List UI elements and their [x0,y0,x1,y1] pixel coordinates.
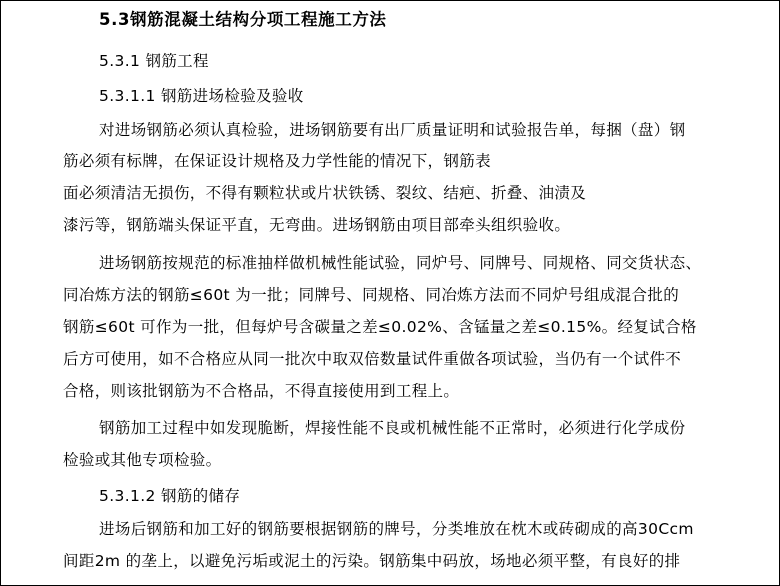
paragraph-line: 对进场钢筋必须认真检验，进场钢筋要有出厂质量证明和试验报告单，每捆（盘）钢 [99,121,686,139]
paragraph-line: 进场钢筋按规范的标准抽样做机械性能试验，同炉号、同牌号、同规格、同交货状态、 [99,254,702,272]
subsection-title: 5.3.1 钢筋工程 [99,52,209,70]
paragraph-line: 检验或其他专项检验。 [63,451,222,469]
paragraph-line: 后方可使用，如不合格应从同一批次中取双倍数量试件重做各项试验，当仍有一个试件不 [63,350,682,368]
sub-subsection-title: 5.3.1.2 钢筋的储存 [99,487,241,505]
paragraph-line: 钢筋≤60t 可作为一批，但每炉号含碳量之差≤0.02%、含锰量之差≤0.15%。经复试合格 [63,318,697,336]
paragraph-line: 漆污等，钢筋端头保证平直，无弯曲。进场钢筋由项目部牵头组织验收。 [63,216,571,234]
paragraph-line: 合格，则该批钢筋为不合格品，不得直接使用到工程上。 [63,382,460,400]
section-title: 5.3钢筋混凝土结构分项工程施工方法 [99,10,387,29]
paragraph-line: 面必须清洁无损伤，不得有颗粒状或片状铁锈、裂纹、结疤、折叠、油渍及 [63,184,587,202]
sub-subsection-title: 5.3.1.1 钢筋进场检验及验收 [99,87,304,105]
paragraph-line: 筋必须有标牌，在保证设计规格及力学性能的情况下，钢筋表 [63,152,491,170]
paragraph-line: 间距2m 的垄上，以避免污垢或泥土的污染。钢筋集中码放，场地必须平整，有良好的排 [63,552,681,570]
paragraph-line: 同冶炼方法的钢筋≤60t 为一批；同牌号、同规格、同冶炼方法而不同炉号组成混合批的 [63,286,680,304]
paragraph-line: 进场后钢筋和加工好的钢筋要根据钢筋的牌号，分类堆放在枕木或砖砌成的高30Ccm [99,520,694,538]
paragraph-line: 钢筋加工过程中如发现脆断，焊接性能不良或机械性能不正常时，必须进行化学成份 [99,419,686,437]
